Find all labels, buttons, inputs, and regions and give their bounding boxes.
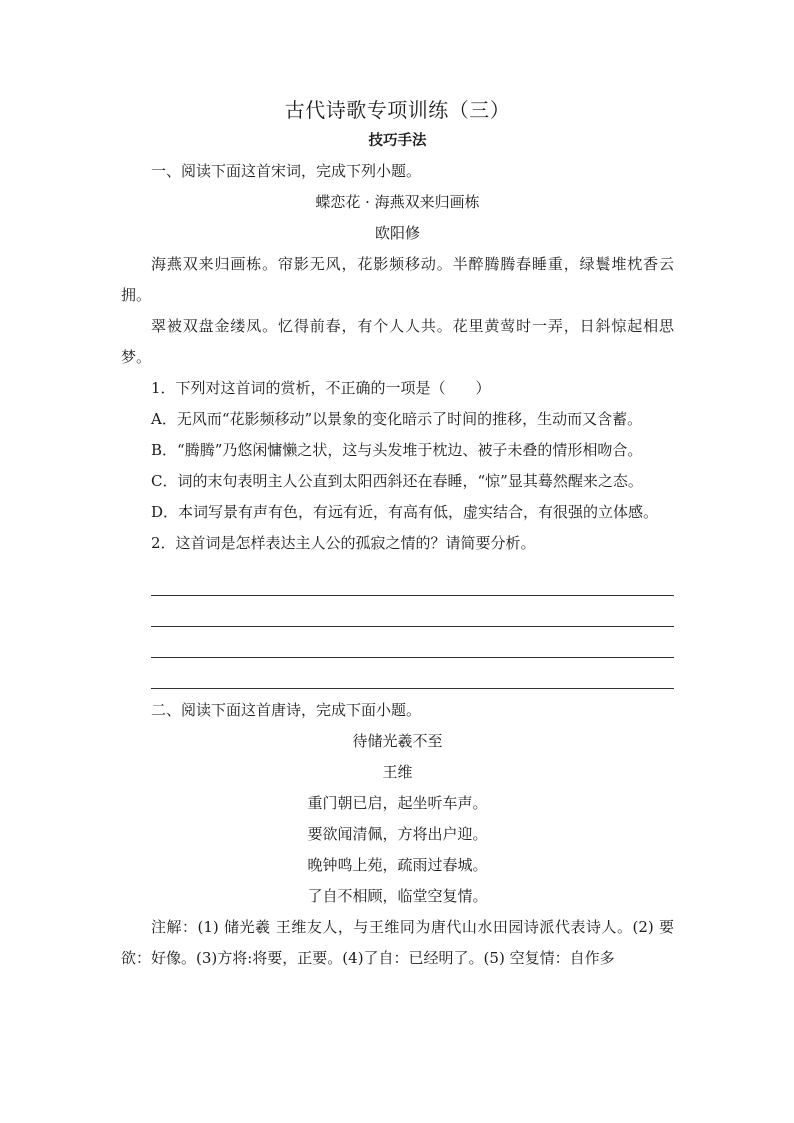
section2-author: 王维 — [382, 763, 413, 781]
answer-line[interactable] — [151, 658, 674, 689]
option-c: C．词的末句表明主人公直到太阳西斜还在春睡，“惊”显其蓦然醒来之态。 — [151, 472, 643, 490]
option-a: A．无风而“花影频移动”以景象的变化暗示了时间的推移，生动而又含蓄。 — [151, 410, 643, 428]
answer-area[interactable] — [151, 565, 674, 689]
answer-line[interactable] — [151, 565, 674, 596]
document-title: 古代诗歌专项训练（三） — [284, 98, 511, 122]
answer-line[interactable] — [151, 596, 674, 627]
section2-heading: 二、阅读下面这首唐诗，完成下面小题。 — [151, 701, 422, 719]
section1-heading: 一、阅读下面这首宋词，完成下列小题。 — [151, 162, 422, 180]
section1-poem-title: 蝶恋花 · 海燕双来归画栋 — [315, 193, 480, 211]
document-subtitle: 技巧手法 — [368, 132, 427, 149]
section1-stanza-1: 海燕双来归画栋。帘影无风，花影频移动。半醉腾腾春睡重，绿鬟堆枕香云拥。 — [121, 255, 674, 304]
section2-poem-title: 待储光羲不至 — [352, 732, 443, 750]
poem-line: 了自不相顾，临堂空复情。 — [307, 887, 488, 905]
section1-stanza-2: 翠被双盘金缕凤。忆得前春，有个人人共。花里黄莺时一弄，日斜惊起相思梦。 — [121, 317, 674, 366]
question-2: 2．这首词是怎样表达主人公的孤寂之情的？请简要分析。 — [151, 534, 536, 552]
option-d: D．本词写景有声有色，有远有近，有高有低，虚实结合，有很强的立体感。 — [151, 503, 659, 521]
document-content — [121, 96, 674, 974]
answer-line[interactable] — [151, 627, 674, 658]
section1-author: 欧阳修 — [374, 224, 420, 242]
option-b: B．“腾腾”乃悠闲慵懒之状，这与头发堆于枕边、被子未叠的情形相吻合。 — [151, 441, 643, 459]
poem-line: 重门朝已启，起坐听车声。 — [307, 794, 488, 812]
poem-line: 晚钟鸣上苑，疏雨过春城。 — [307, 856, 488, 874]
question-1: 1．下列对这首词的赏析，不正确的一项是（ ） — [151, 379, 491, 397]
poem-line: 要欲闻清佩，方将出户迎。 — [307, 825, 488, 843]
section2-notes: 注解：(1) 储光羲 王维友人，与王维同为唐代山水田园诗派代表诗人。(2) 要欲：好像。(3)方将:将要，正要。(4)了自：已经明了。(5) 空复情：自作多 — [121, 918, 674, 967]
